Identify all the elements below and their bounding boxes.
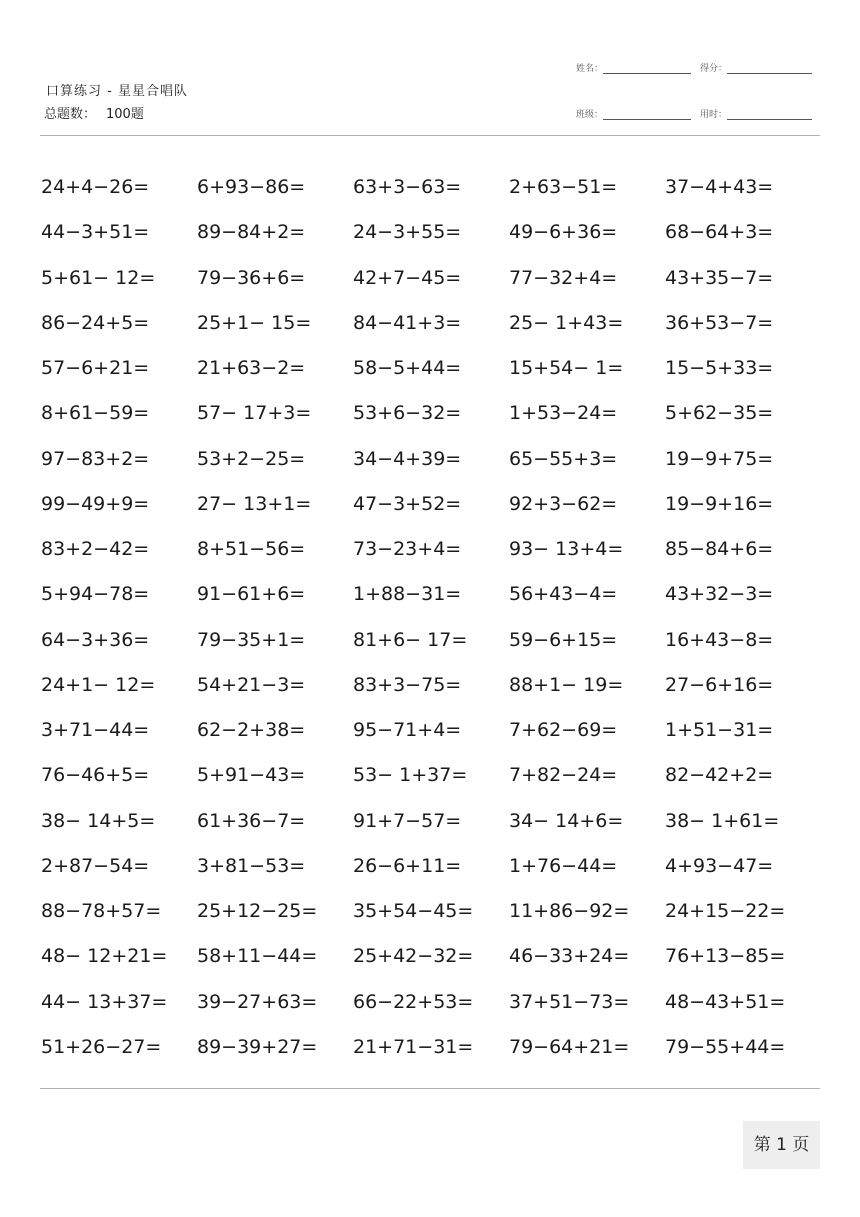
problem-item: 39−27+63=	[197, 990, 318, 1013]
footer-divider	[40, 1088, 820, 1089]
header-divider	[40, 135, 820, 136]
problem-item: 1+88−31=	[353, 583, 462, 606]
problem-item: 81+6− 17=	[353, 628, 468, 651]
problem-item: 7+82−24=	[509, 764, 618, 787]
problem-item: 25+42−32=	[353, 945, 474, 968]
problem-item: 92+3−62=	[509, 492, 618, 515]
problem-item: 47−3+52=	[353, 492, 462, 515]
problem-item: 57− 17+3=	[197, 402, 312, 425]
time-blank	[727, 109, 812, 120]
problem-item: 21+63−2=	[197, 357, 306, 379]
problem-item: 86−24+5=	[41, 311, 150, 334]
problem-item: 37+51−73=	[509, 990, 630, 1013]
problem-item: 83+3−75=	[353, 673, 462, 696]
problem-item: 58−5+44=	[353, 357, 462, 379]
problem-item: 38− 14+5=	[41, 809, 156, 832]
problem-item: 53− 1+37=	[353, 764, 468, 787]
name-blank	[603, 63, 691, 74]
score-blank	[727, 63, 812, 74]
problem-item: 68−64+3=	[665, 221, 774, 244]
problem-item: 79−35+1=	[197, 628, 306, 651]
problem-item: 66−22+53=	[353, 990, 474, 1013]
time-label: 用时：	[700, 110, 728, 120]
problem-item: 19−9+75=	[665, 447, 774, 470]
problem-item: 82−42+2=	[665, 764, 774, 787]
problem-item: 5+61− 12=	[41, 266, 156, 289]
problem-item: 21+71−31=	[353, 1035, 474, 1058]
problem-item: 24+1− 12=	[41, 673, 156, 696]
problem-item: 42+7−45=	[353, 266, 462, 289]
problem-item: 11+86−92=	[509, 900, 630, 922]
problem-grid	[41, 165, 821, 1070]
problem-item: 1+76−44=	[509, 854, 618, 877]
problem-item: 3+71−44=	[41, 719, 150, 741]
problem-item: 3+81−53=	[197, 854, 306, 877]
problem-item: 73−23+4=	[353, 538, 462, 560]
problem-item: 8+61−59=	[41, 402, 150, 425]
name-label: 姓名：	[576, 64, 604, 74]
problem-item: 36+53−7=	[665, 311, 774, 334]
problem-item: 46−33+24=	[509, 945, 630, 968]
problem-item: 16+43−8=	[665, 628, 774, 651]
problem-item: 24+15−22=	[665, 900, 786, 922]
problem-item: 89−84+2=	[197, 221, 306, 244]
problem-item: 59−6+15=	[509, 628, 618, 651]
problem-item: 27−6+16=	[665, 673, 774, 696]
problem-item: 93− 13+4=	[509, 538, 624, 560]
problem-item: 44−3+51=	[41, 221, 150, 244]
problem-item: 25− 1+43=	[509, 311, 624, 334]
problem-item: 4+93−47=	[665, 854, 774, 877]
problem-item: 53+6−32=	[353, 402, 462, 425]
problem-item: 26−6+11=	[353, 854, 462, 877]
problem-item: 34− 14+6=	[509, 809, 624, 832]
problem-item: 1+53−24=	[509, 402, 618, 425]
problem-item: 65−55+3=	[509, 447, 618, 470]
problem-item: 34−4+39=	[353, 447, 462, 470]
problem-item: 58+11−44=	[197, 945, 318, 968]
problem-item: 2+87−54=	[41, 854, 150, 877]
problem-item: 77−32+4=	[509, 266, 618, 289]
problem-item: 88+1− 19=	[509, 673, 624, 696]
problem-item: 24−3+55=	[353, 221, 462, 244]
problem-item: 37−4+43=	[665, 176, 774, 198]
problem-item: 48−43+51=	[665, 990, 786, 1013]
problem-item: 15−5+33=	[665, 357, 774, 379]
problem-item: 79−55+44=	[665, 1035, 786, 1058]
problem-item: 44− 13+37=	[41, 990, 168, 1013]
problem-item: 35+54−45=	[353, 900, 474, 922]
time-field	[700, 107, 812, 120]
class-field	[576, 107, 691, 120]
problem-item: 2+63−51=	[509, 176, 618, 198]
total-label: 总题数：	[44, 107, 97, 122]
problem-item: 89−39+27=	[197, 1035, 318, 1058]
problem-item: 95−71+4=	[353, 719, 462, 741]
problem-item: 43+32−3=	[665, 583, 774, 606]
problem-item: 6+93−86=	[197, 176, 306, 198]
problem-item: 99−49+9=	[41, 492, 150, 515]
problem-item: 79−36+6=	[197, 266, 306, 289]
problem-item: 54+21−3=	[197, 673, 306, 696]
problem-item: 5+94−78=	[41, 583, 150, 606]
problem-item: 64−3+36=	[41, 628, 150, 651]
problem-item: 76+13−85=	[665, 945, 786, 968]
problem-item: 38− 1+61=	[665, 809, 780, 832]
problem-item: 61+36−7=	[197, 809, 306, 832]
problem-item: 25+1− 15=	[197, 311, 312, 334]
problem-item: 57−6+21=	[41, 357, 150, 379]
problem-item: 15+54− 1=	[509, 357, 624, 379]
problem-item: 51+26−27=	[41, 1035, 162, 1058]
problem-item: 63+3−63=	[353, 176, 462, 198]
problem-item: 5+91−43=	[197, 764, 306, 787]
class-label: 班级：	[576, 110, 604, 120]
problem-item: 85−84+6=	[665, 538, 774, 560]
problem-item: 79−64+21=	[509, 1035, 630, 1058]
worksheet-title: 口算练习 - 星星合唱队	[46, 84, 188, 99]
problem-item: 91+7−57=	[353, 809, 462, 832]
problem-item: 24+4−26=	[41, 176, 150, 198]
name-field	[576, 61, 691, 74]
class-blank	[603, 109, 691, 120]
problem-item: 1+51−31=	[665, 719, 774, 741]
problem-item: 91−61+6=	[197, 583, 306, 606]
problem-item: 7+62−69=	[509, 719, 618, 741]
problem-item: 76−46+5=	[41, 764, 150, 787]
problem-item: 97−83+2=	[41, 447, 150, 470]
problem-item: 88−78+57=	[41, 900, 162, 922]
problem-item: 84−41+3=	[353, 311, 462, 334]
page-number: 第 1 页	[743, 1121, 820, 1169]
problem-item: 5+62−35=	[665, 402, 774, 425]
problem-item: 62−2+38=	[197, 719, 306, 741]
problem-item: 48− 12+21=	[41, 945, 168, 968]
problem-item: 25+12−25=	[197, 900, 318, 922]
worksheet-header	[40, 56, 820, 136]
problem-item: 53+2−25=	[197, 447, 306, 470]
problem-item: 43+35−7=	[665, 266, 774, 289]
problem-item: 49−6+36=	[509, 221, 618, 244]
total-questions	[44, 103, 144, 122]
problem-item: 56+43−4=	[509, 583, 618, 606]
score-label: 得分：	[700, 64, 728, 74]
problem-item: 83+2−42=	[41, 538, 150, 560]
problem-item: 27− 13+1=	[197, 492, 312, 515]
problem-item: 19−9+16=	[665, 492, 774, 515]
problem-item: 8+51−56=	[197, 538, 306, 560]
score-field	[700, 61, 812, 74]
total-value: 100题	[106, 107, 144, 122]
